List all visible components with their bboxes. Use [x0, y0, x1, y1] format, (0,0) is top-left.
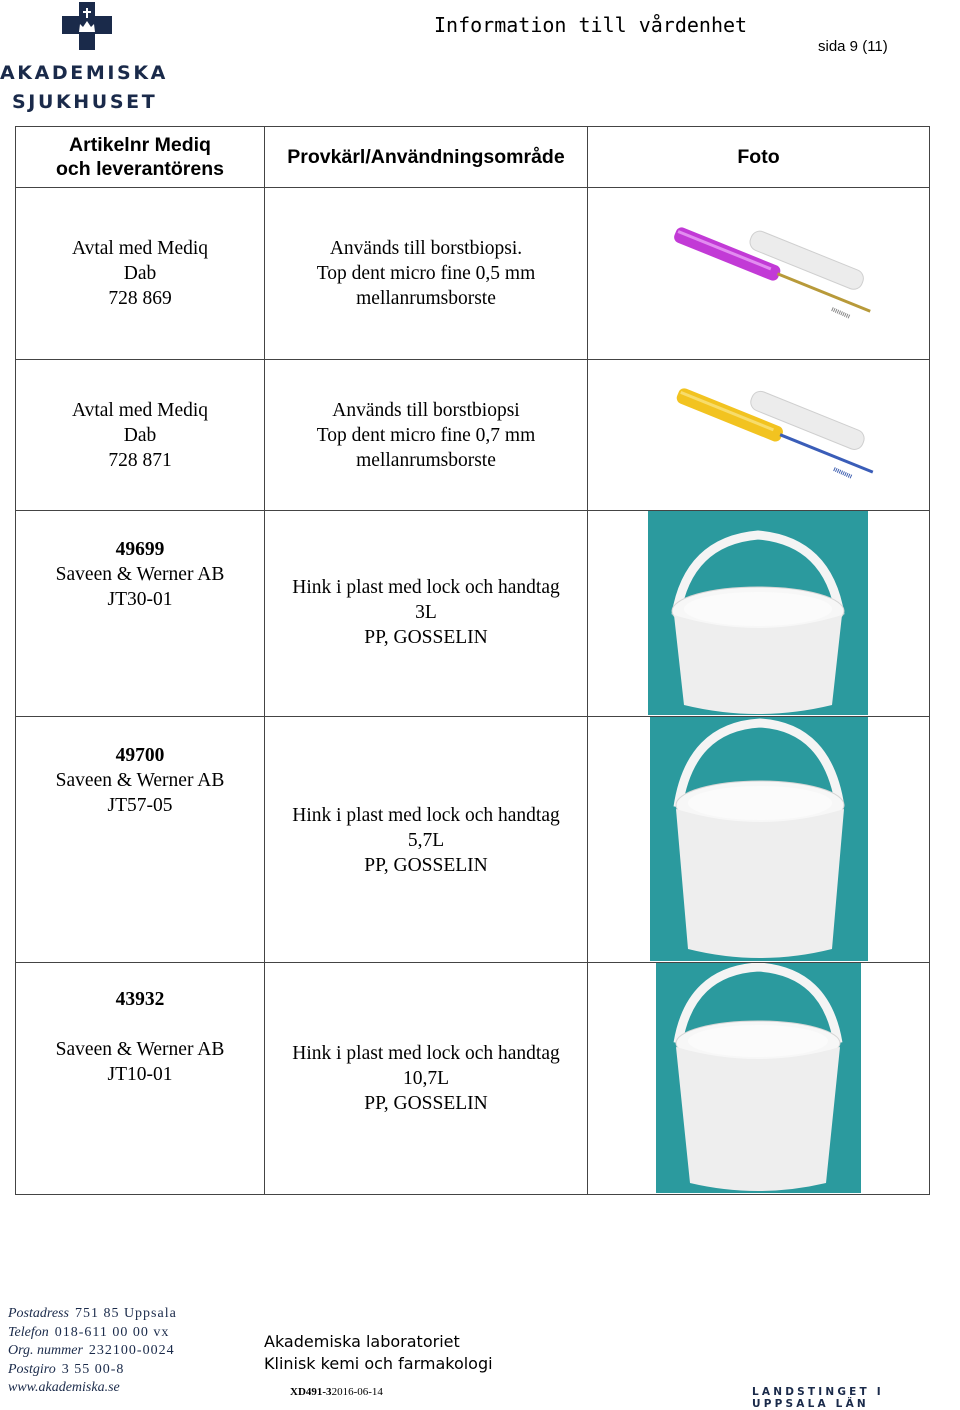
page-number: sida 9 (11)	[818, 38, 888, 55]
bucket-image	[656, 963, 861, 1193]
usage-line: Hink i plast med lock och handtag	[292, 577, 560, 598]
usage-line: mellanrumsborste	[356, 449, 496, 471]
bucket-image	[648, 511, 868, 715]
footer-contact	[8, 1305, 177, 1398]
postadress-label: Postadress	[8, 1306, 69, 1321]
org-label: Org. nummer	[8, 1343, 83, 1358]
article-cell	[16, 188, 265, 360]
article-line: 728 869	[108, 288, 172, 309]
footer-postgiro	[8, 1361, 177, 1380]
usage-line: PP, GOSSELIN	[364, 855, 488, 876]
usage-line: 5,7L	[407, 830, 445, 851]
bucket-image	[650, 717, 868, 961]
interdental-brush-yellow-image	[588, 361, 929, 510]
supplier-code: JT10-01	[107, 1064, 173, 1085]
usage-line: PP, GOSSELIN	[364, 1093, 488, 1114]
doc-id-code: XD491-3	[290, 1386, 332, 1398]
article-line: Dab	[123, 263, 157, 284]
usage-line: Top dent micro fine 0,7 mm	[316, 424, 536, 446]
article-line: Avtal med Mediq	[71, 399, 209, 421]
usage-line: Hink i plast med lock och handtag	[292, 1043, 560, 1064]
supplier-code: JT57-05	[107, 795, 173, 816]
header-article-line1: Artikelnr Mediq	[69, 134, 211, 156]
article-number: 49700	[115, 745, 165, 766]
postgiro-value: 3 55 00-8	[61, 1361, 125, 1377]
photo-cell	[588, 963, 930, 1195]
table-row	[16, 360, 930, 511]
org-value: 232100-0024	[88, 1343, 175, 1358]
table-row	[16, 963, 930, 1195]
table-row	[16, 188, 930, 360]
supplier-name: Saveen & Werner AB	[55, 564, 225, 585]
region-name: LANDSTINGET I UPPSALA LÄN	[752, 1386, 884, 1410]
usage-line: Hink i plast med lock och handtag	[292, 805, 560, 826]
article-cell	[16, 717, 265, 963]
usage-cell	[265, 511, 588, 717]
doc-date: 2016-06-14	[331, 1386, 383, 1398]
document-id	[290, 1386, 383, 1398]
usage-cell	[265, 963, 588, 1195]
footer-telefon	[8, 1324, 177, 1343]
article-table	[15, 126, 930, 1195]
photo-cell	[588, 188, 930, 360]
hospital-logo	[0, 0, 200, 120]
table-row	[16, 511, 930, 717]
department-name: Klinisk kemi och farmakologi	[264, 1354, 493, 1373]
footer-postadress	[8, 1305, 177, 1324]
logo-text-line1: AKADEMISKA	[0, 62, 168, 84]
header-article-number	[16, 127, 265, 188]
usage-line: 3L	[415, 602, 437, 623]
interdental-brush-magenta-image	[588, 189, 929, 359]
article-number: 43932	[115, 989, 165, 1010]
footer-org	[8, 1342, 177, 1361]
photo-cell	[588, 360, 930, 511]
lab-name: Akademiska laboratoriet	[264, 1332, 460, 1351]
article-line: Dab	[123, 424, 157, 446]
article-cell	[16, 360, 265, 511]
telefon-value: 018-611 00 00 vx	[54, 1324, 170, 1340]
supplier-name: Saveen & Werner AB	[55, 770, 225, 791]
usage-line: Top dent micro fine 0,5 mm	[316, 263, 536, 284]
footer-department	[264, 1331, 493, 1375]
usage-line: mellanrumsborste	[356, 288, 496, 309]
postadress-value: 751 85 Uppsala	[74, 1306, 177, 1321]
table-header-row	[16, 127, 930, 188]
page-title: Information till vårdenhet	[434, 13, 748, 37]
usage-line: PP, GOSSELIN	[364, 627, 488, 648]
usage-line: 10,7L	[402, 1068, 450, 1089]
postgiro-label: Postgiro	[8, 1361, 56, 1377]
usage-cell	[265, 360, 588, 511]
article-line: Avtal med Mediq	[71, 238, 209, 259]
footer-website-link[interactable]: www.akademiska.se	[8, 1380, 120, 1395]
usage-cell	[265, 717, 588, 963]
article-cell	[16, 963, 265, 1195]
supplier-code: JT30-01	[107, 589, 173, 610]
table-row	[16, 717, 930, 963]
photo-cell	[588, 717, 930, 963]
usage-line: Används till borstbiopsi.	[329, 238, 523, 259]
header-container-usage: Provkärl/Användningsområde	[265, 127, 588, 188]
usage-line: Används till borstbiopsi	[332, 399, 520, 421]
header-photo: Foto	[588, 127, 930, 188]
telefon-label: Telefon	[8, 1324, 49, 1340]
header-article-line2: och leverantörens	[56, 158, 224, 180]
supplier-name: Saveen & Werner AB	[55, 1039, 225, 1060]
article-number: 49699	[115, 539, 165, 560]
crown-cross-icon	[62, 2, 112, 50]
photo-cell	[588, 511, 930, 717]
logo-text-line2: SJUKHUSET	[12, 91, 158, 113]
usage-cell	[265, 188, 588, 360]
article-cell	[16, 511, 265, 717]
article-line: 728 871	[108, 449, 172, 471]
